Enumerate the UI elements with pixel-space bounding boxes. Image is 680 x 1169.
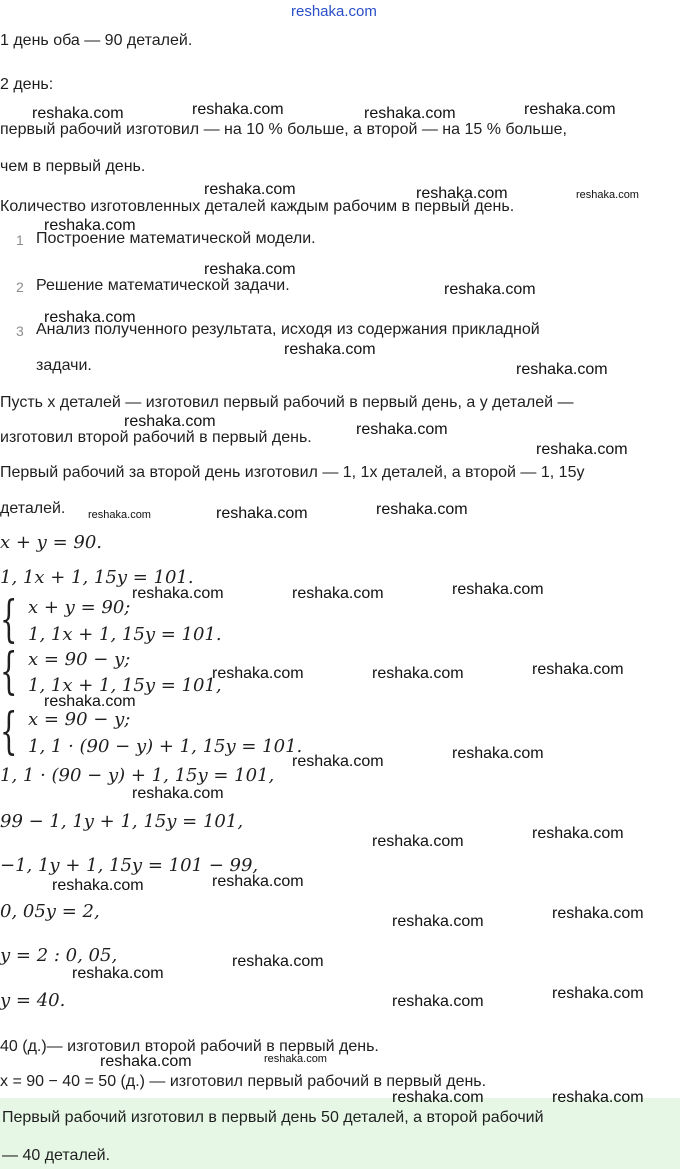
solution-step-4: 0, 05y = 2, bbox=[0, 901, 100, 922]
question-line: Количество изготовленных деталей каждым рабочим в первый день. bbox=[0, 198, 515, 215]
step-text-3: Анализ полученного результата, исходя из содержания прикладной bbox=[36, 321, 540, 338]
watermark: reshaka.com bbox=[392, 993, 484, 1010]
system-1-line-a: x + y = 90; bbox=[28, 597, 131, 618]
result-line-1: 40 (д.)— изготовил второй рабочий в первый день. bbox=[0, 1038, 379, 1055]
watermark: reshaka.com bbox=[364, 105, 456, 122]
step-text-1: Построение математической модели. bbox=[36, 230, 316, 247]
step-number-3: 3 bbox=[16, 323, 24, 339]
answer-line-1: Первый рабочий изготовил в первый день 50 деталей, а второй рабочий bbox=[2, 1109, 544, 1126]
watermark-top: reshaka.com bbox=[291, 3, 377, 20]
solution-step-6: y = 40. bbox=[0, 990, 66, 1011]
watermark: reshaka.com bbox=[536, 441, 628, 458]
watermark: reshaka.com bbox=[292, 753, 384, 770]
watermark: reshaka.com bbox=[292, 585, 384, 602]
solution-step-2: 99 − 1, 1y + 1, 15y = 101, bbox=[0, 811, 244, 832]
watermark: reshaka.com bbox=[212, 873, 304, 890]
watermark: reshaka.com bbox=[392, 913, 484, 930]
watermark: reshaka.com bbox=[372, 833, 464, 850]
watermark: reshaka.com bbox=[532, 825, 624, 842]
answer-line-2: — 40 деталей. bbox=[2, 1147, 111, 1164]
watermark: reshaka.com bbox=[204, 261, 296, 278]
watermark: reshaka.com bbox=[356, 421, 448, 438]
step-number-2: 2 bbox=[16, 279, 24, 295]
watermark: reshaka.com bbox=[552, 985, 644, 1002]
watermark: reshaka.com bbox=[44, 693, 136, 710]
watermark: reshaka.com bbox=[32, 105, 124, 122]
result-line-2: x = 90 − 40 = 50 (д.) — изготовил первый рабочий в первый день. bbox=[0, 1073, 487, 1090]
second-day-line-1: Первый рабочий за второй день изготовил — 1, 1x деталей, а второй — 1, 15y bbox=[0, 464, 585, 481]
condition-line-2: чем в первый день. bbox=[0, 158, 146, 175]
watermark: reshaka.com bbox=[372, 665, 464, 682]
solution-step-1: 1, 1 · (90 − y) + 1, 15y = 101, bbox=[0, 765, 275, 786]
watermark: reshaka.com bbox=[124, 413, 216, 430]
equation-1: x + y = 90. bbox=[0, 532, 102, 553]
watermark: reshaka.com bbox=[232, 953, 324, 970]
day2-line: 2 день: bbox=[0, 76, 54, 93]
watermark: reshaka.com bbox=[44, 217, 136, 234]
equation-2: 1, 1x + 1, 15y = 101. bbox=[0, 567, 194, 588]
second-day-line-2: деталей. bbox=[0, 500, 66, 517]
watermark: reshaka.com bbox=[212, 665, 304, 682]
solution-step-3: −1, 1y + 1, 15y = 101 − 99, bbox=[0, 855, 259, 876]
system-2-line-b: 1, 1x + 1, 15y = 101, bbox=[28, 675, 222, 696]
watermark: reshaka.com bbox=[392, 1089, 484, 1106]
watermark: reshaka.com bbox=[264, 1053, 327, 1065]
condition-line-1: первый рабочий изготовил — на 10 % больше, а второй — на 15 % больше, bbox=[0, 121, 567, 138]
system-brace-1: { bbox=[0, 590, 18, 648]
watermark: reshaka.com bbox=[44, 309, 136, 326]
system-brace-2: { bbox=[0, 642, 18, 700]
system-3-line-a: x = 90 − y; bbox=[28, 709, 131, 730]
solution-step-5: y = 2 : 0, 05, bbox=[0, 945, 118, 966]
watermark: reshaka.com bbox=[284, 341, 376, 358]
watermark: reshaka.com bbox=[524, 101, 616, 118]
watermark: reshaka.com bbox=[100, 1053, 192, 1070]
watermark: reshaka.com bbox=[452, 745, 544, 762]
watermark: reshaka.com bbox=[576, 189, 639, 201]
watermark: reshaka.com bbox=[552, 905, 644, 922]
watermark: reshaka.com bbox=[416, 185, 508, 202]
watermark: reshaka.com bbox=[88, 509, 151, 521]
watermark: reshaka.com bbox=[132, 785, 224, 802]
watermark: reshaka.com bbox=[452, 581, 544, 598]
step-text-2: Решение математической задачи. bbox=[36, 277, 290, 294]
let-line-2: изготовил второй рабочий в первый день. bbox=[0, 429, 312, 446]
watermark: reshaka.com bbox=[204, 181, 296, 198]
watermark: reshaka.com bbox=[532, 661, 624, 678]
step-text-3-cont: задачи. bbox=[36, 357, 92, 374]
system-3-line-b: 1, 1 · (90 − y) + 1, 15y = 101. bbox=[28, 736, 303, 757]
watermark: reshaka.com bbox=[552, 1089, 644, 1106]
system-2-line-a: x = 90 − y; bbox=[28, 649, 131, 670]
step-number-1: 1 bbox=[16, 232, 24, 248]
day1-line: 1 день оба — 90 деталей. bbox=[0, 32, 193, 49]
system-brace-3: { bbox=[0, 702, 18, 760]
watermark: reshaka.com bbox=[376, 501, 468, 518]
system-1-line-b: 1, 1x + 1, 15y = 101. bbox=[28, 624, 222, 645]
watermark: reshaka.com bbox=[192, 101, 284, 118]
let-line-1: Пусть x деталей — изготовил первый рабочий в первый день, а y деталей — bbox=[0, 394, 574, 411]
watermark: reshaka.com bbox=[132, 585, 224, 602]
watermark: reshaka.com bbox=[72, 965, 164, 982]
watermark: reshaka.com bbox=[444, 281, 536, 298]
watermark: reshaka.com bbox=[52, 877, 144, 894]
watermark: reshaka.com bbox=[216, 505, 308, 522]
watermark: reshaka.com bbox=[516, 361, 608, 378]
